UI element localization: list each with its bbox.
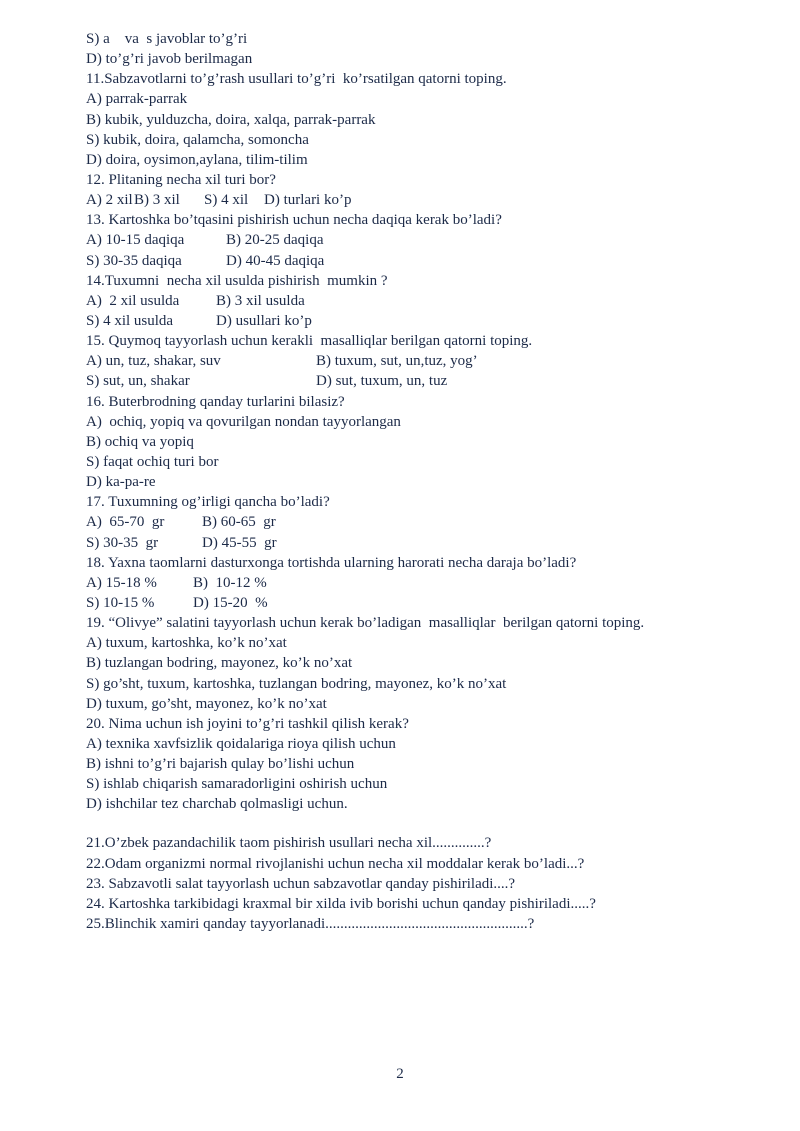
- question-text: 17. Tuxumning og’irligi qancha bo’ladi?: [86, 494, 330, 511]
- answer-option: S) sut, un, shakar: [86, 373, 190, 390]
- answer-option: D) to’g’ri javob berilmagan: [86, 51, 253, 68]
- question-text: 11.Sabzavotlarni to’g’rash usullari to’g’ri ko’rsatilgan qatorni toping.: [86, 71, 507, 88]
- answer-option-row: [86, 573, 766, 593]
- question-text: 20. Nima uchun ish joyini to’g’ri tashkil qilish kerak?: [86, 715, 409, 732]
- answer-option: B) ishni to’g’ri bajarish qulay bo’lishi uchun: [86, 756, 355, 773]
- question-text: 16. Buterbrodning qanday turlarini bilasiz?: [86, 393, 345, 410]
- question-text: 19. “Olivye” salatini tayyorlash uchun kerak bo’ladigan masalliqlar berilgan qatorni toping.: [86, 615, 645, 632]
- answer-option-row: [86, 311, 766, 331]
- answer-option: S) faqat ochiq turi bor: [86, 453, 219, 470]
- answer-option: D) 15-20 %: [193, 594, 268, 611]
- question-text: 12. Plitaning necha xil turi bor?: [86, 171, 276, 188]
- answer-option: S) a va s javoblar to’g’ri: [86, 31, 248, 47]
- page-number: 2: [396, 1066, 404, 1082]
- open-question: 24. Kartoshka tarkibidagi kraxmal bir xilda ivib borishi uchun qanday pishiriladi.....?: [86, 895, 596, 912]
- answer-option-row: [86, 230, 766, 250]
- answer-option: B) 10-12 %: [193, 574, 267, 591]
- answer-option: B) tuzlangan bodring, mayonez, ko’k no’xat: [86, 655, 353, 672]
- answer-option: D) sut, tuxum, un, tuz: [316, 373, 448, 390]
- answer-option: S) kubik, doira, qalamcha, somoncha: [86, 131, 309, 148]
- answer-option: A) parrak-parrak: [86, 91, 188, 108]
- answer-option: D) tuxum, go’sht, mayonez, ko’k no’xat: [86, 695, 327, 712]
- answer-option: D) turlari ko’p: [264, 192, 352, 209]
- answer-option: S) 30-35 gr: [86, 534, 159, 551]
- answer-option: D) ishchilar tez charchab qolmasligi uchun.: [86, 796, 348, 813]
- answer-option: A) 2 xil usulda: [86, 292, 180, 309]
- answer-option-row: [86, 533, 766, 553]
- answer-option: D) doira, oysimon,aylana, tilim-tilim: [86, 151, 308, 168]
- answer-option: D) usullari ko’p: [216, 312, 312, 329]
- answer-option: D) 45-55 gr: [202, 534, 277, 551]
- answer-option: A) 65-70 gr: [86, 514, 165, 531]
- open-question: 21.O’zbek pazandachilik taom pishirish usullari necha xil..............?: [86, 835, 492, 852]
- section-gap: [86, 814, 766, 833]
- answer-option-row: [86, 251, 766, 271]
- document-content: [86, 29, 766, 934]
- answer-option: A) un, tuz, shakar, suv: [86, 353, 221, 370]
- answer-option: B) 20-25 daqiqa: [226, 232, 324, 249]
- answer-option-row: [86, 190, 766, 210]
- question-text: 15. Quymoq tayyorlash uchun kerakli masalliqlar berilgan qatorni toping.: [86, 333, 533, 350]
- answer-option-row: [86, 512, 766, 532]
- answer-option: S) 4 xil usulda: [86, 312, 174, 329]
- answer-option: A) 15-18 %: [86, 574, 157, 591]
- open-question: 25.Blinchik xamiri qanday tayyorlanadi......................................................?: [86, 916, 535, 933]
- answer-option: B) 3 xil usulda: [216, 292, 305, 309]
- answer-option: D) ka-pa-re: [86, 474, 156, 491]
- answer-option: S) 4 xil: [204, 192, 249, 209]
- answer-option: A) tuxum, kartoshka, ko’k no’xat: [86, 635, 287, 652]
- answer-option: S) ishlab chiqarish samaradorligini oshirish uchun: [86, 776, 388, 793]
- answer-option: A) texnika xavfsizlik qoidalariga rioya qilish uchun: [86, 735, 396, 752]
- question-text: 14.Tuxumni necha xil usulda pishirish mumkin ?: [86, 272, 388, 289]
- answer-option: A) 10-15 daqiqa: [86, 232, 185, 249]
- answer-option: B) 60-65 gr: [202, 514, 276, 531]
- answer-option: D) 40-45 daqiqa: [226, 252, 325, 269]
- answer-option: S) go’sht, tuxum, kartoshka, tuzlangan bodring, mayonez, ko’k no’xat: [86, 675, 507, 692]
- answer-option: B) tuxum, sut, un,tuz, yog’: [316, 353, 478, 370]
- answer-option: B) 3 xil: [134, 192, 180, 209]
- answer-option-row: [86, 371, 766, 391]
- answer-option-row: [86, 593, 766, 613]
- question-text: 18. Yaxna taomlarni dasturxonga tortishda ularning harorati necha daraja bo’ladi?: [86, 554, 577, 571]
- answer-option: A) ochiq, yopiq va qovurilgan nondan tayyorlangan: [86, 413, 401, 430]
- answer-option-row: [86, 351, 766, 371]
- answer-option: A) 2 xil: [86, 192, 133, 209]
- answer-option: B) ochiq va yopiq: [86, 433, 194, 450]
- answer-option: S) 30-35 daqiqa: [86, 252, 182, 269]
- answer-option-row: [86, 291, 766, 311]
- open-question: 22.Odam organizmi normal rivojlanishi uchun necha xil moddalar kerak bo’ladi...?: [86, 855, 585, 872]
- answer-option: S) 10-15 %: [86, 594, 155, 611]
- question-text: 13. Kartoshka bo’tqasini pishirish uchun necha daqiqa kerak bo’ladi?: [86, 212, 502, 229]
- open-question: 23. Sabzavotli salat tayyorlash uchun sabzavotlar qanday pishiriladi....?: [86, 875, 516, 892]
- answer-option: B) kubik, yulduzcha, doira, xalqa, parrak-parrak: [86, 111, 376, 128]
